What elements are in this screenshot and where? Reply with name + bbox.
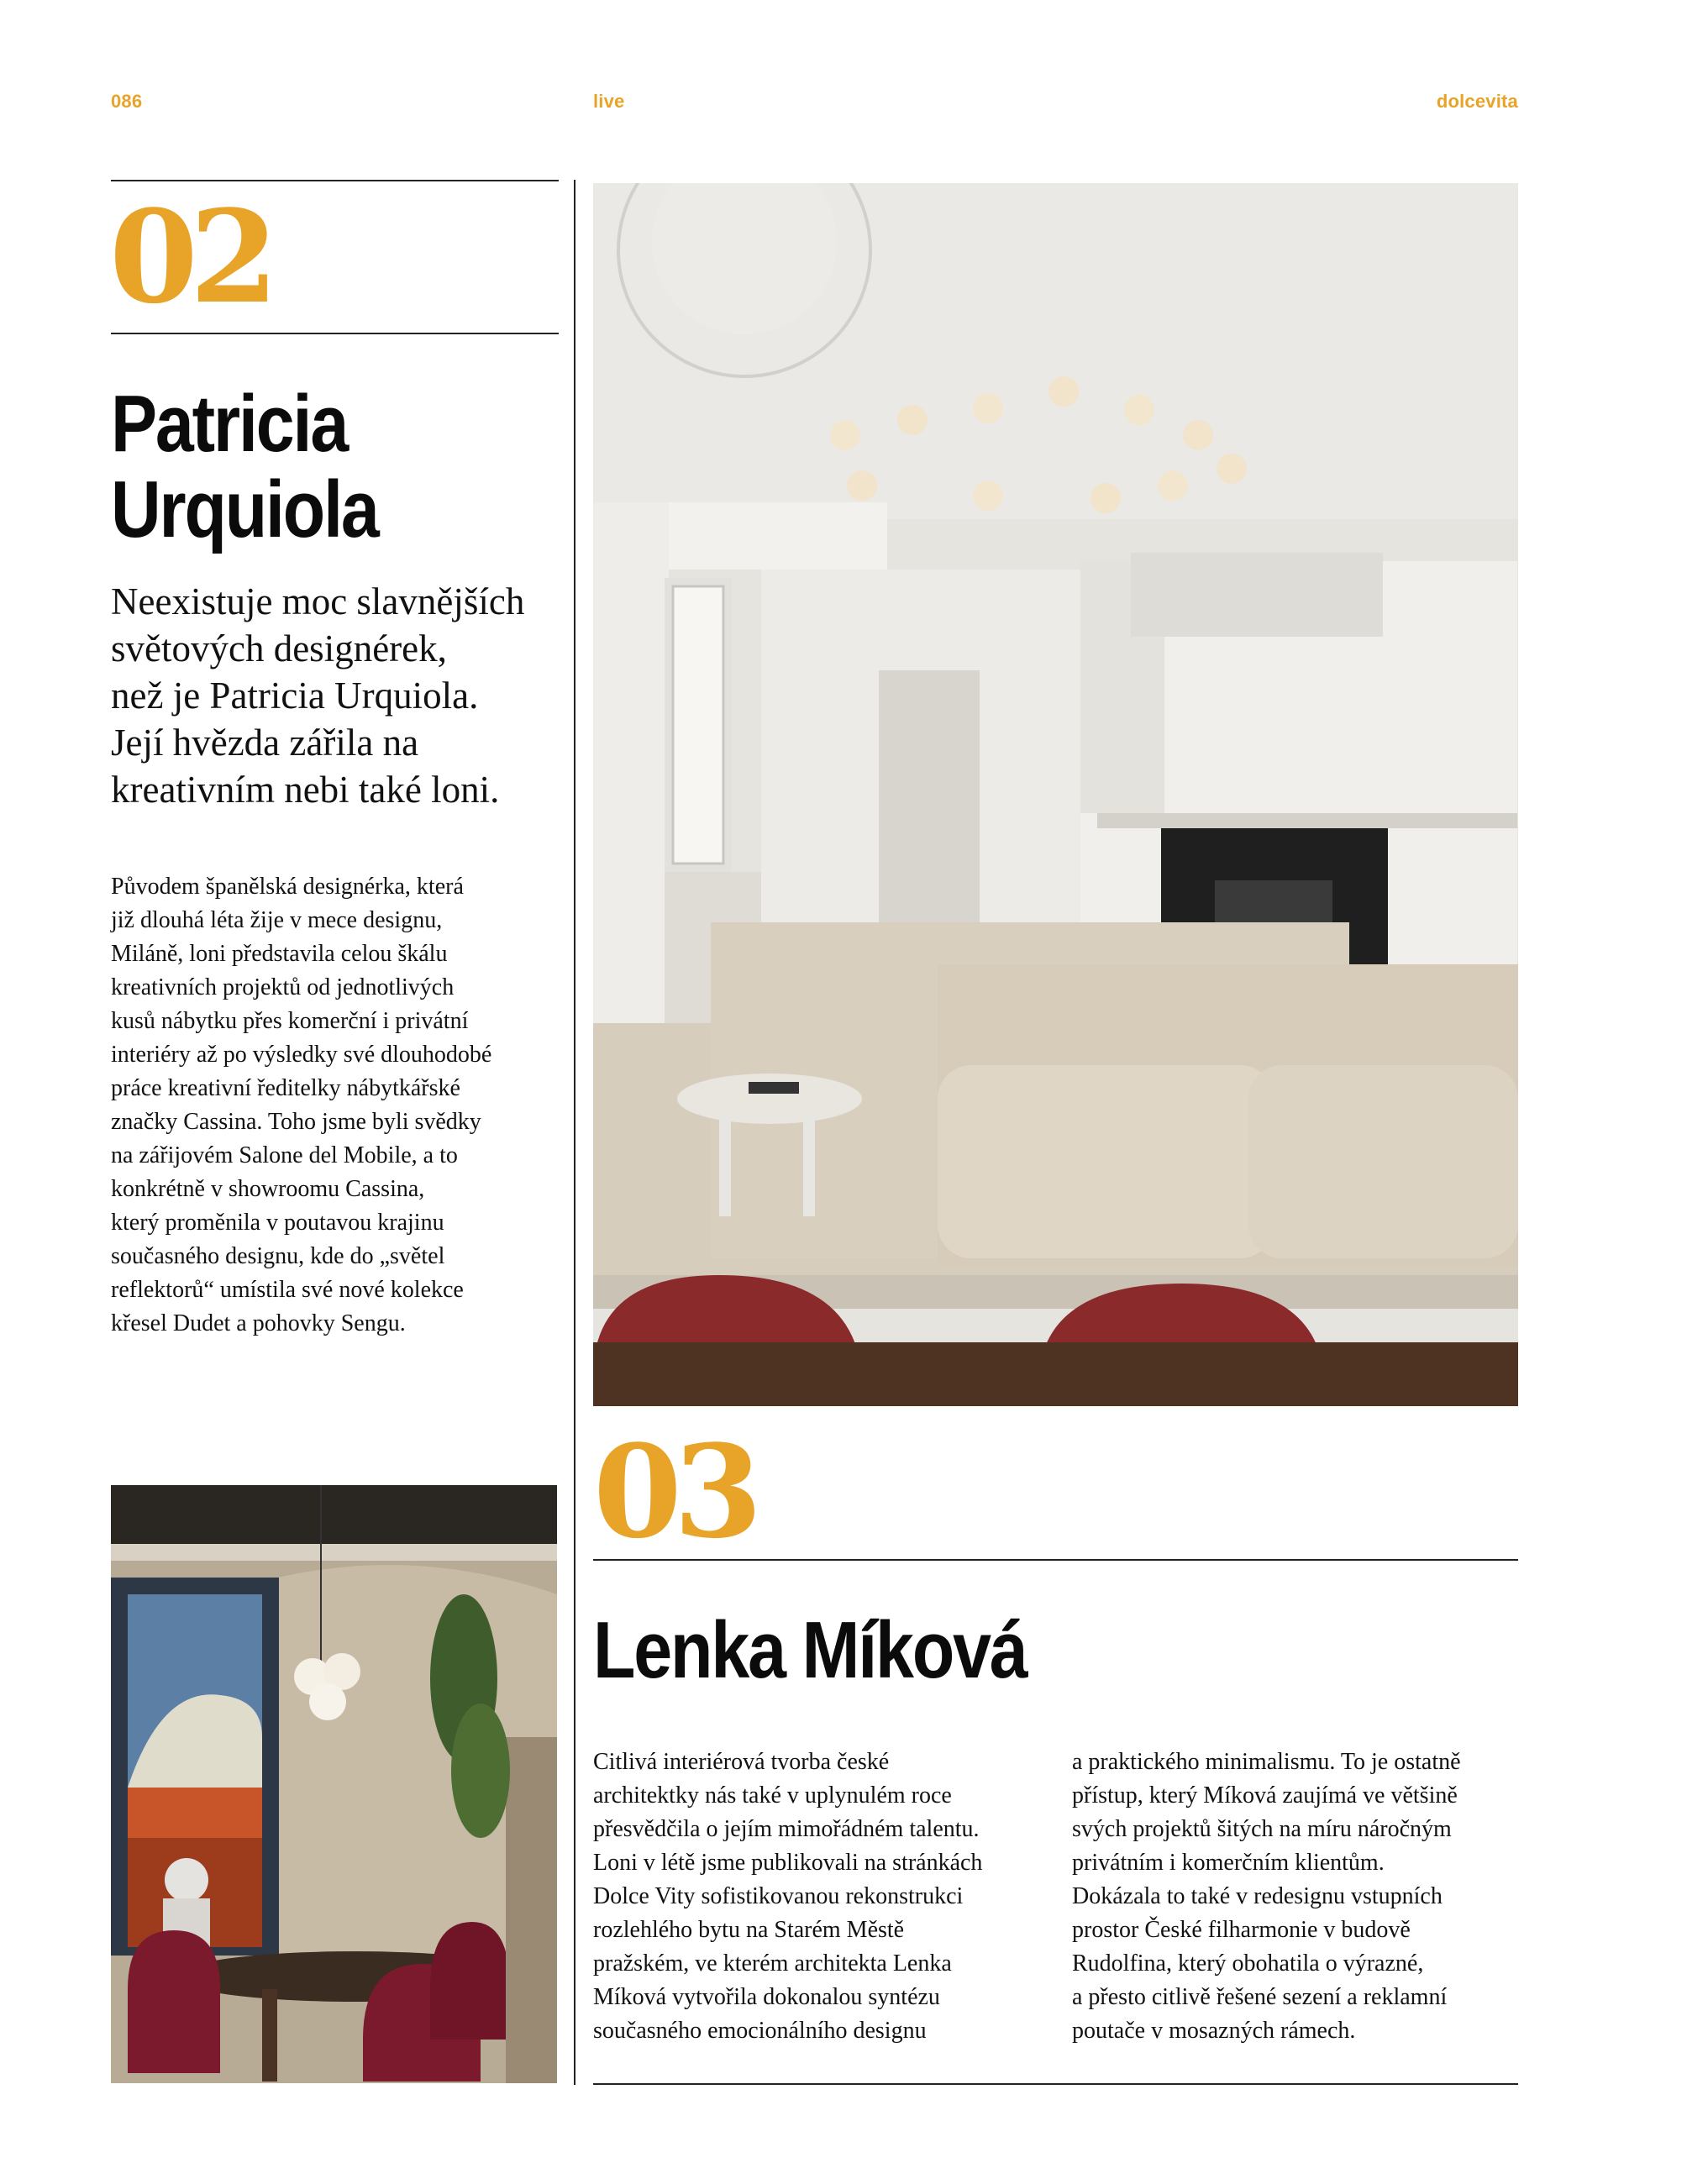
- profile-name: [111, 381, 378, 553]
- body-line: a přesto citlivě řešené sezení a reklamní: [1072, 1984, 1448, 2010]
- body-line: kreativních projektů od jednotlivých: [111, 974, 455, 1000]
- body-line: Miláně, loni představila celou škálu: [111, 941, 448, 967]
- lead-line: Neexistuje moc slavnějších: [111, 580, 525, 622]
- lead-paragraph: [111, 578, 565, 813]
- body-line: kusů nábytku přes komerční i privátní: [111, 1008, 469, 1034]
- column-divider: [574, 180, 575, 2085]
- body-line: práce kreativní ředitelky nábytkářské: [111, 1075, 460, 1101]
- showroom-photo: [111, 1485, 557, 2083]
- body-line: křesel Dudet a pohovky Sengu.: [111, 1310, 406, 1336]
- lead-line: Její hvězda zářila na: [111, 722, 419, 764]
- living-room-photo: [593, 183, 1518, 1406]
- profile-name-line: Patricia: [111, 379, 348, 469]
- section-number: 02: [109, 181, 271, 332]
- body-line: přesvědčila o jejím mimořádném talentu.: [593, 1816, 980, 1842]
- brand-label: dolcevita: [1436, 91, 1518, 112]
- section-rule: [111, 333, 559, 334]
- body-paragraph: [111, 870, 565, 1341]
- body-line: pražském, ve kterém architekta Lenka: [593, 1950, 952, 1977]
- body-line: na zářijovém Salone del Mobile, a to: [111, 1142, 458, 1168]
- body-line: architektky nás také v uplynulém roce: [593, 1782, 952, 1809]
- body-line: značky Cassina. Toho jsme byli svědky: [111, 1109, 481, 1135]
- body-line: již dlouhá léta žije v mece designu,: [111, 907, 443, 933]
- body-line: Míková vytvořila dokonalou syntézu: [593, 1984, 940, 2010]
- lead-line: světových designérek,: [111, 627, 447, 669]
- body-line: současného emocionálního designu: [593, 2018, 927, 2044]
- section-rule-bottom: [593, 2083, 1518, 2085]
- body-line: současného designu, kde do „světel: [111, 1243, 445, 1269]
- body-line: Loni v létě jsme publikovali na stránkách: [593, 1850, 983, 1876]
- body-line: rozlehlého bytu na Starém Městě: [593, 1917, 905, 1943]
- section-rule: [593, 1559, 1518, 1561]
- profile-name-line: Urquiola: [111, 465, 378, 554]
- body-line: přístup, který Míková zaujímá ve většině: [1072, 1782, 1458, 1809]
- body-line: Dokázala to také v redesignu vstupních: [1072, 1883, 1443, 1909]
- body-line: Původem španělská designérka, která: [111, 874, 464, 900]
- body-line: prostor České filharmonie v budově: [1072, 1917, 1411, 1943]
- section-number: 03: [593, 1416, 754, 1567]
- body-line: interiéry až po výsledky své dlouhodobé: [111, 1042, 492, 1068]
- page-number: 086: [111, 91, 143, 112]
- body-line: který proměnila v poutavou krajinu: [111, 1210, 444, 1236]
- body-line: Dolce Vity sofistikovanou rekonstrukci: [593, 1883, 964, 1909]
- body-line: poutače v mosazných rámech.: [1072, 2018, 1356, 2044]
- profile-name: Lenka Míková: [593, 1605, 1027, 1695]
- section-label: live: [593, 91, 625, 112]
- lead-line: kreativním nebi také loni.: [111, 769, 500, 811]
- body-column-1: [593, 1746, 1064, 2048]
- body-line: a praktického minimalismu. To je ostatně: [1072, 1749, 1461, 1775]
- body-column-2: [1072, 1746, 1542, 2048]
- lead-line: než je Patricia Urquiola.: [111, 675, 479, 717]
- body-line: reflektorů“ umístila své nové kolekce: [111, 1277, 464, 1303]
- body-line: privátním i komerčním klientům.: [1072, 1850, 1385, 1876]
- body-line: svých projektů šitých na míru náročným: [1072, 1816, 1452, 1842]
- body-line: Citlivá interiérová tvorba české: [593, 1749, 890, 1775]
- body-line: Rudolfina, který obohatila o výrazné,: [1072, 1950, 1424, 1977]
- body-line: konkrétně v showroomu Cassina,: [111, 1176, 425, 1202]
